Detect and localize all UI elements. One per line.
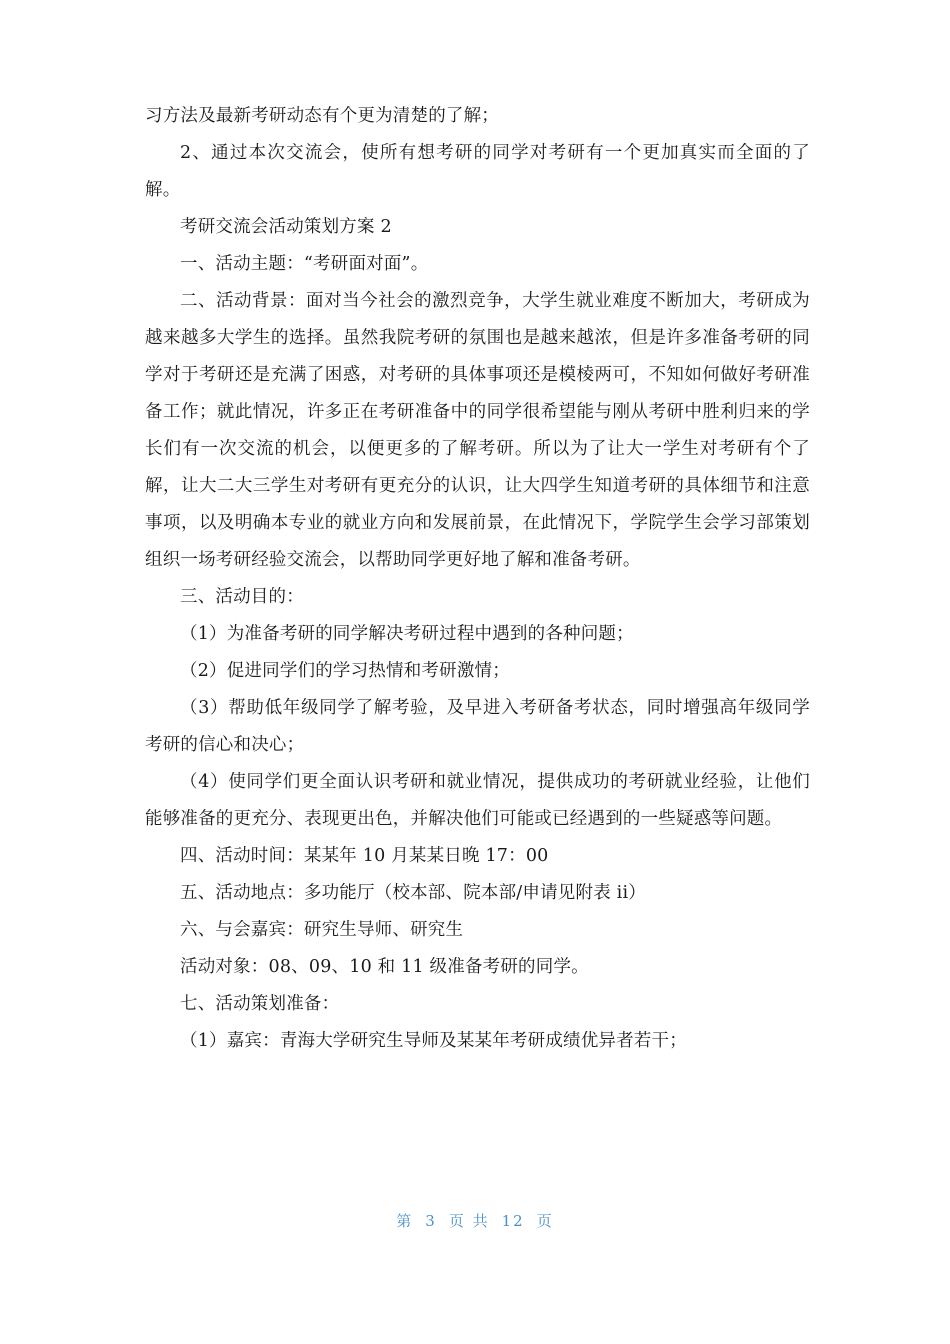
list-item: （1）为准备考研的同学解决考研过程中遇到的各种问题； [180,624,634,644]
footer-page-number: 3 [425,1212,437,1230]
paragraph: 七、活动策划准备： [180,994,340,1014]
paragraph: 五、活动地点：多功能厅（校本部、院本部/申请见附表 ii） [180,883,646,903]
section-heading: 考研交流会活动策划方案 2 [180,217,392,237]
footer-middle: 页 共 [448,1212,490,1230]
page-footer [0,1210,950,1231]
paragraph: 二、活动背景：面对当今社会的激烈竞争，大学生就业难度不断加大，考研成为越来越多大学生的选择。虽然我院考研的氛围也是越来越浓，但是许多准备考研的同学对于考研还是充满了困惑，对考研的具体事项还是模棱两可，不知如何做好考研准备工作；就此情况，许多正在考研准备中的同学很希望能与刚从考研中胜利归来的学长们有一次交流的机会，以便更多的了解考研。所以为了让大一学生对考研有个了解，让大二大三学生对考研有更充分的认识，让大四学生知道考研的具体细节和注意事项，以及明确本专业的就业方向和发展前景，在此情况下，学院学生会学习部策划组织一场考研经验交流会，以帮助同学更好地了解和准备考研。 [145,291,810,570]
list-item: （1）嘉宾：青海大学研究生导师及某某年考研成绩优异者若干； [180,1031,687,1051]
footer-prefix: 第 [396,1212,414,1230]
paragraph: 三、活动目的： [180,587,304,607]
list-item: （3）帮助低年级同学了解考验，及早进入考研备考状态，同时增强高年级同学考研的信心和决心； [145,698,810,755]
paragraph: 六、与会嘉宾：研究生导师、研究生 [180,920,464,940]
list-item: （4）使同学们更全面认识考研和就业情况，提供成功的考研就业经验，让他们能够准备的更充分、表现更出色，并解决他们可能或已经遇到的一些疑惑等问题。 [145,772,810,829]
paragraph: 四、活动时间：某某年 10 月某某日晚 17：00 [180,846,549,866]
footer-suffix: 页 [536,1212,554,1230]
paragraph: 习方法及最新考研动态有个更为清楚的了解； [145,106,499,126]
list-item: （2）促进同学们的学习热情和考研激情； [180,661,510,681]
footer-total-pages: 12 [501,1212,525,1230]
document-body [145,98,810,1060]
paragraph: 一、活动主题：“考研面对面”。 [180,254,429,274]
paragraph: 活动对象：08、09、10 和 11 级准备考研的同学。 [180,957,589,977]
paragraph: 2、通过本次交流会，使所有想考研的同学对考研有一个更加真实而全面的了解。 [145,143,810,200]
